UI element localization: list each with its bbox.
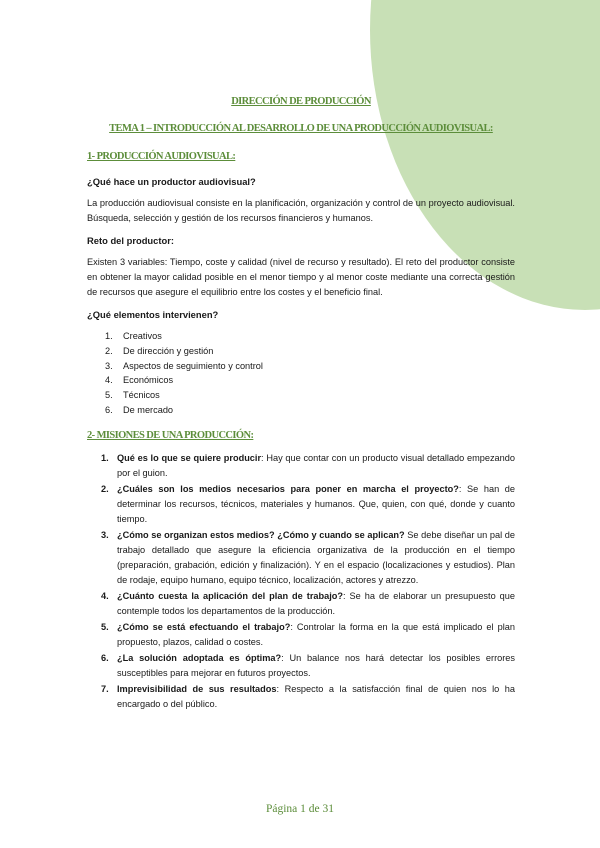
list-item: 2. De dirección y gestión <box>105 345 214 356</box>
list-item: 1. Creativos <box>105 331 162 341</box>
section-1-heading: 1- PRODUCCIÓN AUDIOVISUAL: <box>87 151 236 162</box>
page-footer: Página 1 de 31 <box>265 803 335 815</box>
section-2-heading: 2- MISIONES DE UNA PRODUCCIÓN: <box>87 429 254 441</box>
mission-item: 7. Imprevisibilidad de sus resultados: Respecto a la satisfacción final de quien nos lo ha encargado o del público. <box>101 683 516 709</box>
paragraph-reto: Existen 3 variables: Tiempo, coste y calidad (nivel de recurso y resultado). El reto del productor consiste en obtener la mayor calidad posible en el menor tiempo y al menor coste mediante una correcta gestión de recursos que asegure el equilibrio entre los costes y el beneficio final. <box>87 257 515 297</box>
list-item: 6. De mercado <box>105 404 174 415</box>
missions-list <box>87 451 515 712</box>
mission-item: 1. Qué es lo que se quiere producir: Hay que contar con un producto visual detallado empezando por el guion. <box>101 452 515 478</box>
mission-item: 5. ¿Cómo se está efectuando el trabajo?: Controlar la forma en la que está implicado el plan propuesto, plazos, calidad o costes. <box>101 621 515 647</box>
question-elementos: ¿Qué elementos intervienen? <box>87 309 219 320</box>
mission-item: 3. ¿Cómo se organizan estos medios? ¿Cómo y cuando se aplican? Se debe diseñar un pal de trabajo detallado que asegure la eficiencia organizativa de la producción en el tiempo (preparación, grabación, edición y finalización). Y en el espacio (localizaciones y estudios). Plan de rodaje, equipo humano, equipo técnico, localización, actores y atrezzo. <box>101 529 515 585</box>
mission-item: 6. ¿La solución adoptada es óptima?: Un balance nos hará detectar los posibles errores susceptibles para mejorar en futuros proyectos. <box>101 652 515 678</box>
mission-item: 4. ¿Cuánto cuesta la aplicación del plan de trabajo?: Se ha de elaborar un presupuesto que contemple todos los departamentos de la producción. <box>101 590 515 616</box>
document-subtitle: TEMA 1 – INTRODUCCIÓN AL DESARROLLO DE UNA PRODUCCIÓN AUDIOVISUAL: <box>109 123 493 134</box>
list-item: 5. Técnicos <box>105 390 160 401</box>
document-page <box>87 96 515 713</box>
paragraph-produccion: La producción audiovisual consiste en la planificación, organización y control de un proyecto audiovisual. Búsqueda, selección y gestión de los recursos financieros y humanos. <box>87 198 515 223</box>
list-item: 3. Aspectos de seguimiento y control <box>105 360 263 371</box>
question-reto: Reto del productor: <box>87 235 174 246</box>
elements-list <box>87 329 515 418</box>
mission-item: 2. ¿Cuáles son los medios necesarios para poner en marcha el proyecto?: Se han de determinar los recursos, técnicos, materiales y humanos. Que, quien, con qué, donde y cuanto tiempo. <box>101 483 515 524</box>
list-item: 4. Económicos <box>105 375 174 386</box>
question-productor: ¿Qué hace un productor audiovisual? <box>87 176 256 187</box>
document-title: DIRECCIÓN DE PRODUCCIÓN <box>231 96 371 107</box>
